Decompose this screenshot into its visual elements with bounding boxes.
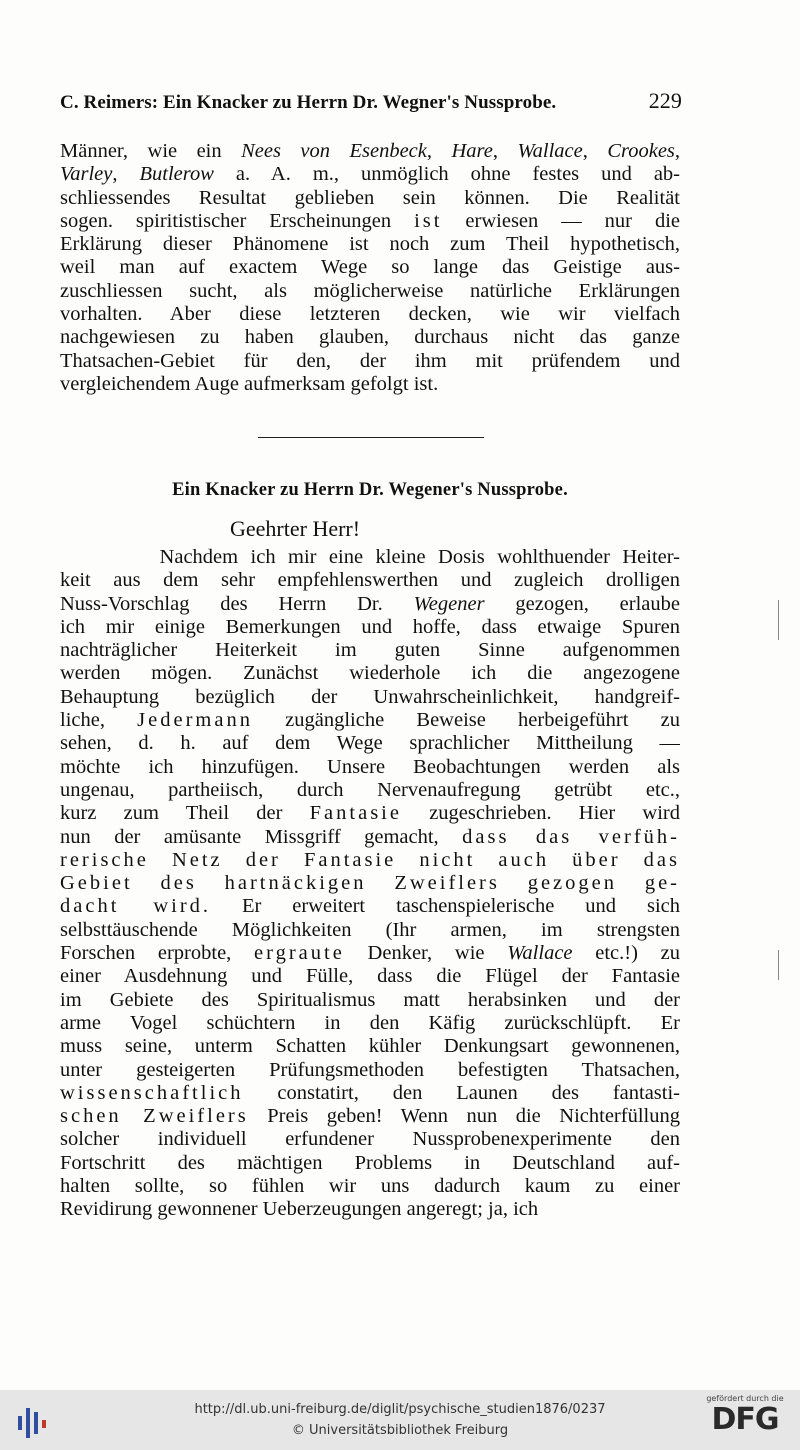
text-line: [60, 802, 680, 825]
text-run: schliessendes Resultat geblieben sein können. Die Realität: [60, 186, 680, 209]
emphasis-spaced: Fantasie: [309, 802, 402, 825]
italic-name: Wegener: [413, 592, 485, 615]
text-line: [60, 732, 680, 755]
text-line: [60, 942, 680, 965]
text-run: ,: [674, 140, 680, 162]
text-run: kurz zum Theil der: [60, 802, 310, 825]
viewer-footer: [0, 1390, 800, 1450]
text-line: [60, 593, 680, 616]
text-run: Nachdem ich mir eine kleine Dosis wohlthuender Heiter-: [60, 546, 680, 568]
text-run: a. A. m., unmöglich ohne festes und ab-: [213, 163, 680, 186]
text-line: [60, 662, 680, 685]
text-line: [60, 872, 680, 895]
text-run: liche,: [60, 709, 138, 732]
text-run: Preis geben! Wenn nun die Nichterfüllung: [248, 1105, 680, 1128]
text-line: [60, 326, 680, 349]
text-run: Forschen erprobte,: [60, 942, 255, 965]
text-run: Er erweitert taschenspielerische und sich: [211, 895, 680, 918]
emphasis-spaced: ist: [414, 209, 443, 232]
margin-mark: [778, 950, 779, 980]
source-url[interactable]: http://dl.ub.uni-freiburg.de/diglit/psychische_studien1876/0237: [194, 1402, 606, 1417]
text-run: zugängliche Beweise herbeigeführt zu: [252, 709, 680, 732]
text-run: zugeschrieben. Hier wird: [401, 802, 680, 825]
text-line: [60, 895, 680, 918]
copyright-notice: © Universitätsbibliothek Freiburg: [291, 1423, 509, 1438]
text-line: [60, 919, 680, 942]
text-run: arme Vogel schüchtern in den Käfig zurückschlüpft. Er: [60, 1011, 680, 1034]
text-line: [60, 1059, 680, 1082]
text-line: [60, 350, 680, 373]
text-run: Denker, wie: [344, 942, 508, 965]
emphasis-spaced: dass das verfüh-: [462, 825, 680, 848]
emphasis-spaced: wissenschaftlich: [60, 1081, 244, 1104]
text-line: [60, 373, 680, 396]
section-separator: [258, 437, 484, 438]
text-run: ,: [492, 140, 518, 162]
dfg-logo[interactable]: [700, 1394, 790, 1437]
text-run: selbsttäuschende Möglichkeiten (Ihr armen, im strengsten: [60, 918, 680, 941]
italic-name: Crookes: [607, 140, 675, 162]
paragraph-continuation: [60, 140, 680, 396]
text-run: Erklärung dieser Phänomene ist noch zum Theil hypothetisch,: [60, 233, 680, 256]
text-line: [60, 756, 680, 779]
italic-name: Wallace: [517, 140, 583, 162]
text-run: im Gebiete des Spiritualismus matt herabsinken und der: [60, 988, 680, 1011]
page-number: 229: [648, 88, 682, 113]
text-run: erwiesen — nur die: [442, 209, 680, 232]
text-run: ,: [582, 140, 608, 162]
text-line: [60, 546, 680, 569]
text-run: nachgewiesen zu haben glauben, durchaus nicht das ganze: [60, 326, 680, 349]
text-run: Nuss-Vorschlag des Herrn Dr.: [60, 592, 414, 615]
text-run: ,: [426, 140, 452, 162]
text-line: [60, 1152, 680, 1175]
text-line: [60, 1105, 680, 1128]
italic-name: Hare: [451, 140, 493, 162]
text-run: Behauptung bezüglich der Unwahrscheinlichkeit, handgreif-: [60, 685, 680, 708]
text-run: unter gesteigerten Prüfungsmethoden befestigten Thatsachen,: [60, 1058, 680, 1081]
text-run: weil man auf exactem Wege so lange das Geistige aus-: [60, 256, 680, 279]
dfg-wordmark: DFG: [711, 1402, 779, 1437]
text-line: [60, 569, 680, 592]
emphasis-spaced: Gebiet des hartnäckigen Zweiflers gezogen ge-: [60, 872, 680, 895]
emphasis-spaced: schen Zweiflers: [60, 1105, 249, 1128]
text-line: [60, 210, 680, 233]
text-run: vorhalten. Aber diese letzteren decken, wie wir vielfach: [60, 303, 680, 326]
text-line: [60, 709, 680, 732]
text-run: muss seine, unterm Schatten kühler Denkungsart gewonnenen,: [60, 1035, 680, 1058]
text-line: [60, 140, 680, 163]
text-line: [60, 989, 680, 1012]
text-line: [60, 1082, 680, 1105]
italic-name: Varley: [60, 163, 113, 186]
letter-body: [60, 546, 680, 1222]
text-line: [60, 616, 680, 639]
text-run: ungenau, partheiisch, durch Nervenaufregung getrübt etc.,: [60, 778, 680, 801]
text-run: ,: [112, 163, 140, 186]
text-run: werden mögen. Zunächst wiederhole ich die angezogene: [60, 662, 680, 685]
text-run: Männer, wie ein: [60, 140, 242, 162]
running-title: C. Reimers: Ein Knacker zu Herrn Dr. Wegner's Nussprobe.: [60, 92, 557, 113]
text-line: [60, 233, 680, 256]
text-run: möchte ich hinzufügen. Unsere Beobachtungen werden als: [60, 755, 680, 778]
text-run: etc.!) zu: [572, 942, 680, 965]
text-line: [60, 303, 680, 326]
emphasis-spaced: Jedermann: [137, 709, 253, 732]
text-run: nun der amüsante Missgriff gemacht,: [60, 825, 463, 848]
text-run: vergleichendem Auge aufmerksam gefolgt ist.: [60, 372, 439, 395]
running-header: [60, 88, 682, 114]
text-run: einer Ausdehnung und Fülle, dass die Flügel der Fantasie: [60, 965, 680, 988]
italic-name: Nees von Esenbeck: [241, 140, 427, 162]
text-line: [60, 1035, 680, 1058]
text-run: nachträglicher Heiterkeit im guten Sinne aufgenommen: [60, 639, 680, 662]
text-run: sehen, d. h. auf dem Wege sprachlicher Mittheilung —: [60, 732, 680, 755]
text-line: [60, 686, 680, 709]
text-line: [60, 187, 680, 210]
emphasis-spaced: dacht wird.: [60, 895, 212, 918]
emphasis-spaced: ergraute: [254, 942, 345, 965]
text-run: Fortschritt des mächtigen Problems in Deutschland auf-: [60, 1151, 680, 1174]
text-run: Thatsachen-Gebiet für den, der ihm mit prüfendem und: [60, 349, 680, 372]
text-run: keit aus dem sehr empfehlenswerthen und zugleich drolligen: [60, 569, 680, 592]
text-run: constatirt, den Launen des fantasti-: [243, 1081, 680, 1104]
salutation: Geehrter Herr!: [230, 516, 361, 541]
text-line: [60, 256, 680, 279]
text-line: [60, 779, 680, 802]
italic-name: Wallace: [507, 942, 573, 965]
text-line: [60, 1128, 680, 1151]
text-run: halten sollte, so fühlen wir uns dadurch kaum zu einer: [60, 1175, 680, 1198]
text-line: [60, 639, 680, 662]
text-run: Revidirung gewonnener Ueberzeugungen angeregt; ja, ich: [60, 1198, 539, 1221]
text-line: [60, 1198, 680, 1221]
text-run: solcher individuell erfundener Nussprobenexperimente den: [60, 1128, 680, 1151]
text-line: [60, 826, 680, 849]
emphasis-spaced: rerische Netz der Fantasie nicht auch über das: [60, 848, 680, 871]
text-line: [60, 1175, 680, 1198]
margin-mark: [778, 600, 779, 640]
text-run: zuschliessen sucht, als möglicherweise natürliche Erklärungen: [60, 279, 680, 302]
italic-name: Butlerow: [139, 163, 214, 186]
article-title: Ein Knacker zu Herrn Dr. Wegener's Nussprobe.: [172, 480, 568, 500]
text-run: ich mir einige Bemerkungen und hoffe, dass etwaige Spuren: [60, 615, 680, 638]
text-line: [60, 849, 680, 872]
text-line: [60, 163, 680, 186]
dfg-caption: gefördert durch die: [706, 1394, 784, 1403]
text-line: [60, 1012, 680, 1035]
text-run: gezogen, erlaube: [484, 592, 680, 615]
text-run: sogen. spiritistischer Erscheinungen: [60, 209, 415, 232]
text-line: [60, 280, 680, 303]
text-line: [60, 965, 680, 988]
